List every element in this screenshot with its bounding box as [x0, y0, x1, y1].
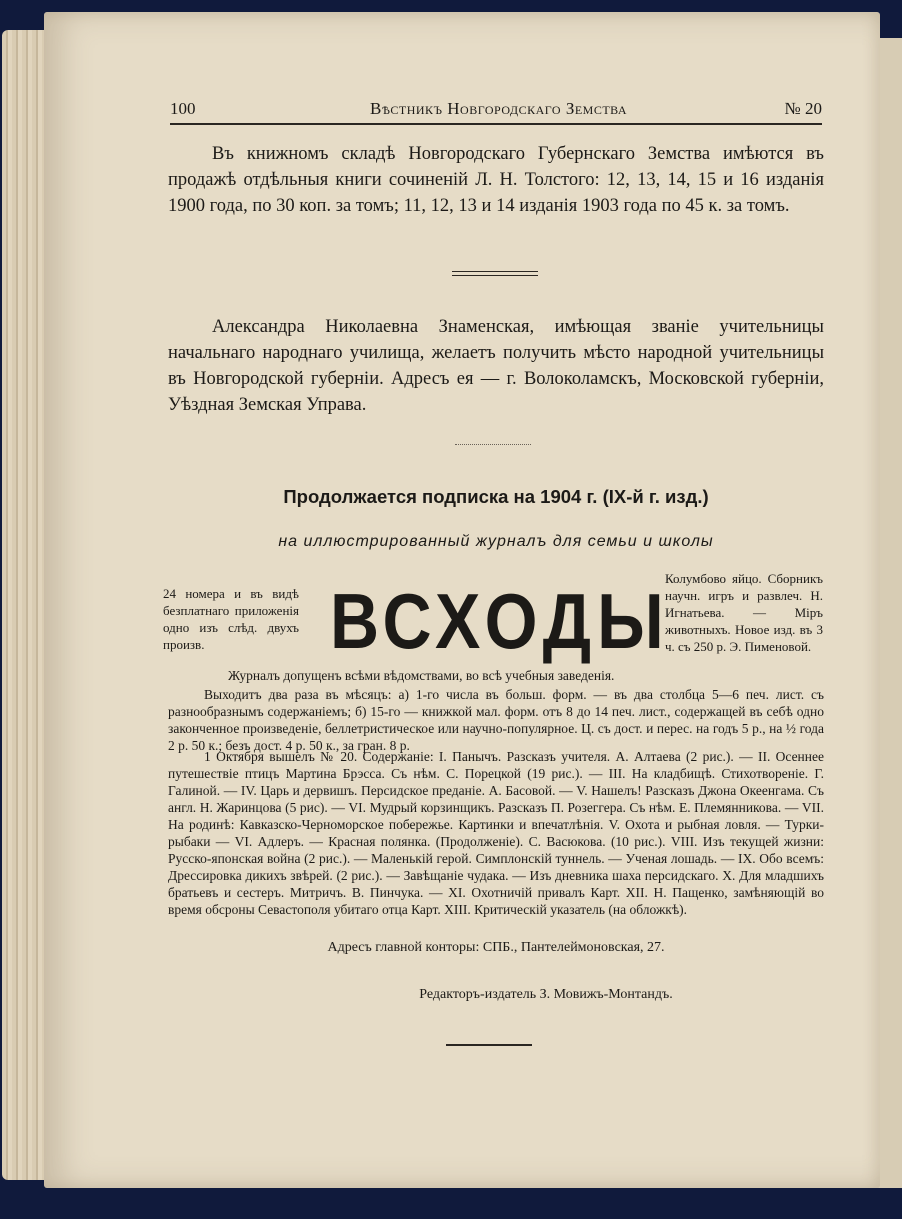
end-rule	[446, 1044, 532, 1046]
office-address: Адресъ главной конторы: СПБ., Пантелеймоновская, 27.	[327, 940, 665, 955]
issue-number: № 20	[784, 99, 822, 118]
editor-publisher: Редакторъ-издатель З. Мовижъ-Монтандъ.	[419, 987, 673, 1002]
divider-1	[452, 271, 538, 272]
divider-1b	[452, 275, 538, 276]
subscription-subtitle: на иллюстрированный журналъ для семьи и школы	[278, 533, 714, 550]
approval-note: Журналъ допущенъ всѣми вѣдомствами, во всѣ учебныя заведенія.	[228, 668, 615, 683]
subscription-title: Продолжается подписка на 1904 г. (IX-й г. изд.)	[283, 486, 709, 507]
divider-2	[455, 444, 531, 445]
journal-title: Вѣстникъ Новгородскаго Земства	[370, 99, 628, 118]
notice-teacher: Александра Николаевна Знаменская, имѣющая званіе учительницы начальнаго народнаго училища, желаетъ получить мѣсто народной учительницы въ Новгородской губерніи. Адресъ ея — г. Волоколамскъ, Московской губерніи, Уѣздная Земская Управа.	[168, 317, 824, 415]
running-header	[170, 97, 822, 125]
subscription-terms: Выходитъ два раза въ мѣсяцъ: а) 1-го числа въ больш. форм. — въ два столбца 5—6 печ. лист. съ разнообразнымъ содержаніемъ; б) 15-го — книжкой мал. форм. отъ 8 до 14 печ. лист., содержащей въ себѣ одно законченное произведеніе, беллетристическое или научно-популярное. Ц. съ дост. и перес. на годъ 5 р., на ½ года 2 р. 50 к.; безъ дост. 4 р. 50 к., за гран. 8 р.	[168, 687, 824, 753]
notice-books: Въ книжномъ складѣ Новгородскаго Губернскаго Земства имѣются въ продажѣ отдѣльныя книги сочиненій Л. Н. Толстого: 12, 13, 14, 15 и 16 изданія 1900 года, по 30 коп. за томъ; 11, 12, 13 и 14 изданія 1903 года по 45 к. за томъ.	[168, 144, 824, 216]
supplement-books: Колумбово яйцо. Сборникъ научн. игръ и развлеч. Н. Игнатьева. — Міръ животныхъ. Новое изд. въ 3 ч. съ 250 р. Э. Пименовой.	[665, 571, 823, 654]
supplement-note: 24 номера и въ видѣ безплатнаго приложенія одно изъ слѣд. двухъ произв.	[163, 586, 299, 652]
magazine-logo: ВСХОДЫ	[330, 577, 670, 666]
page-number: 100	[170, 99, 196, 118]
issue-contents: 1 Октября вышелъ № 20. Содержаніе: I. Панычъ. Разсказъ учителя. А. Алтаева (2 рис.). — II. Осеннее путешествіе птицъ Мартина Брэсса. Съ нѣм. С. Порецкой (19 рис.). — III. На кладбищѣ. Стихотвореніе. Г. Галиной. — IV. Царь и дервишъ. Персидское преданіе. А. Басовой. — V. Нашелъ! Разсказъ Джона Океенгама. Съ англ. Н. Жаринцова (5 рис). — VI. Мудрый корзинщикъ. Разсказъ П. Розеггера. Съ нѣм. Е. Племянникова. — VII. На родинѣ: Кавказско-Черноморское побережье. Картинки и впечатлѣнія. V. Охота и рыбная ловля. — Турки-рыбаки — VI. Адлеръ. — Красная полянка. (Продолженіе). С. Васюкова. (10 рис.). VIII. Изъ текущей жизни: Русско-японская война (2 рис.). — Маленькій герой. Симплонскій туннель. — Ученая лошадь. — IX. Обо всемъ: Дрессировка дикихъ звѣрей. (2 рис.). — Завѣщаніе чудака. — Изъ дневника шаха персидскаго. X. Для младшихъ братьевъ и сестеръ. Митричъ. В. Пинчука. — XI. Охотничій привалъ Карт. XII. Н. Пащенко, замѣняющій во время обсроны Севастополя убитаго отца Карт. XIII. Критическій указатель (на обложкѣ).	[168, 749, 824, 917]
